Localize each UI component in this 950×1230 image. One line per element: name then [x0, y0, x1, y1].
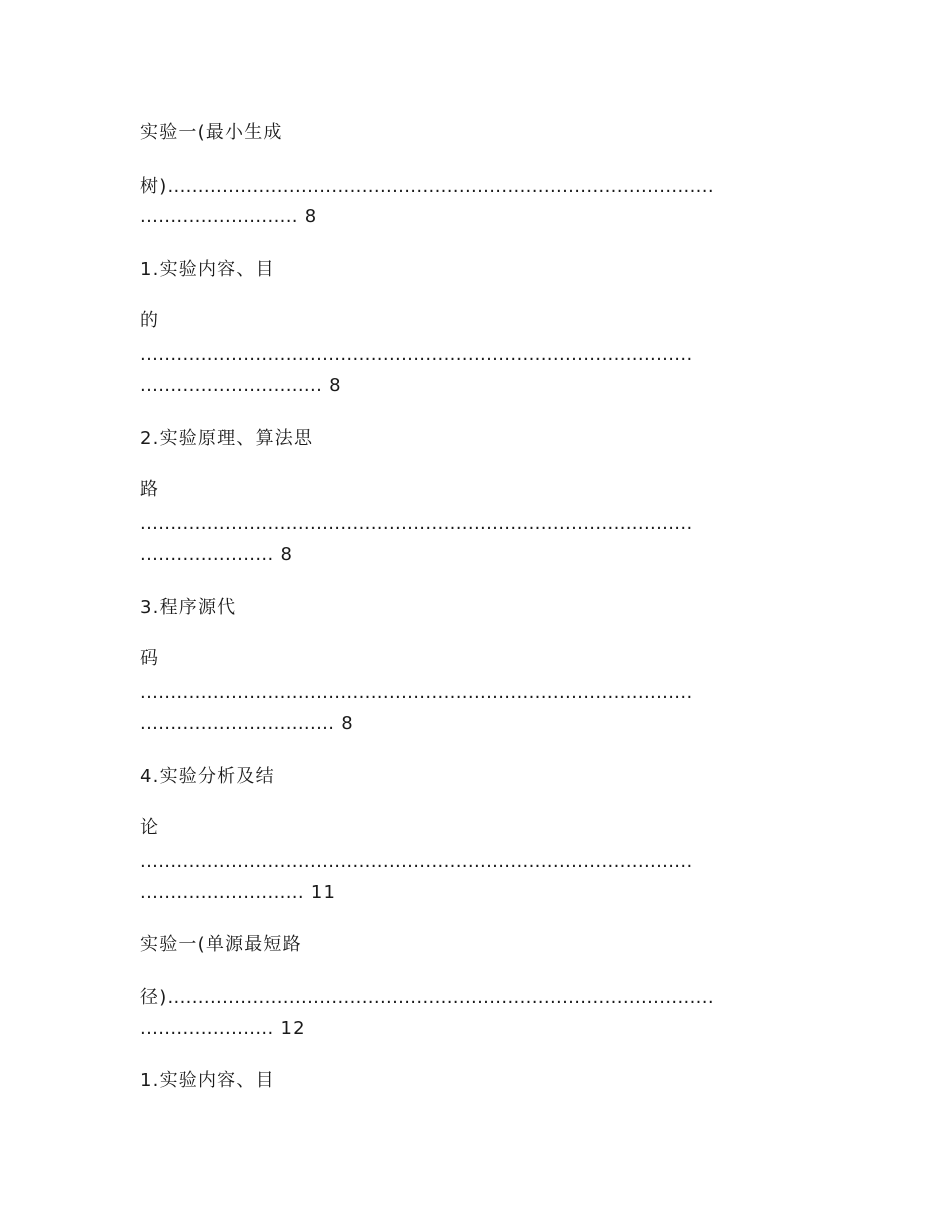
- toc-leader-dots: ...........................................................................................: [140, 344, 693, 365]
- toc-entry-page-line: [140, 882, 336, 904]
- toc-entry-title: 1.实验内容、目: [140, 1070, 275, 1091]
- toc-leader-line: [140, 851, 693, 873]
- toc-leader-dots: ................................: [140, 713, 335, 734]
- toc-leader-dots: ..........................................................................................: [167, 176, 714, 197]
- toc-leader-dots: ...........................................................................................: [140, 851, 693, 872]
- toc-page-number: 11: [310, 882, 337, 903]
- toc-page-number: 8: [329, 375, 342, 396]
- toc-entry-continuation: 码: [140, 648, 160, 669]
- toc-entry-page-line: [140, 1018, 306, 1040]
- toc-entry-title: 4.实验分析及结: [140, 766, 275, 787]
- toc-page-number: 8: [341, 713, 354, 734]
- toc-page-number: 8: [280, 544, 294, 565]
- toc-wrap-text: 径): [140, 987, 168, 1008]
- toc-leader-line: [140, 513, 693, 535]
- toc-entry-continuation: [140, 176, 714, 198]
- toc-entry-title: 实验一(单源最短路: [140, 934, 302, 955]
- toc-leader-dots: ......................: [140, 544, 274, 565]
- toc-leader-dots: ...........................: [140, 882, 304, 903]
- toc-leader-dots: ..........................................................................................: [167, 987, 714, 1008]
- toc-entry-page-line: [140, 544, 293, 566]
- toc-entry-continuation: [140, 987, 714, 1009]
- toc-entry-title: 1.实验内容、目: [140, 259, 275, 280]
- toc-page-number: 12: [280, 1018, 306, 1039]
- toc-entry-page-line: [140, 713, 354, 735]
- toc-leader-dots: ...........................................................................................: [140, 513, 693, 534]
- toc-leader-dots: ...........................................................................................: [140, 682, 693, 703]
- toc-entry-title: 2.实验原理、算法思: [140, 428, 314, 449]
- toc-leader-dots: ......................: [140, 1018, 274, 1039]
- toc-page-number: 8: [304, 206, 318, 227]
- toc-wrap-text: 树): [140, 176, 168, 197]
- toc-entry-title: 3.程序源代: [140, 597, 237, 618]
- toc-entry-page-line: [140, 206, 317, 228]
- toc-entry-continuation: 路: [140, 479, 160, 500]
- toc-entry-continuation: 的: [140, 310, 160, 331]
- toc-leader-dots: ..............................: [140, 375, 323, 396]
- toc-leader-line: [140, 344, 693, 366]
- toc-entry-continuation: 论: [140, 817, 160, 838]
- toc-entry-page-line: [140, 375, 342, 397]
- toc-leader-line: [140, 682, 693, 704]
- toc-entry-title: 实验一(最小生成: [140, 122, 283, 143]
- toc-leader-dots: ..........................: [140, 206, 298, 227]
